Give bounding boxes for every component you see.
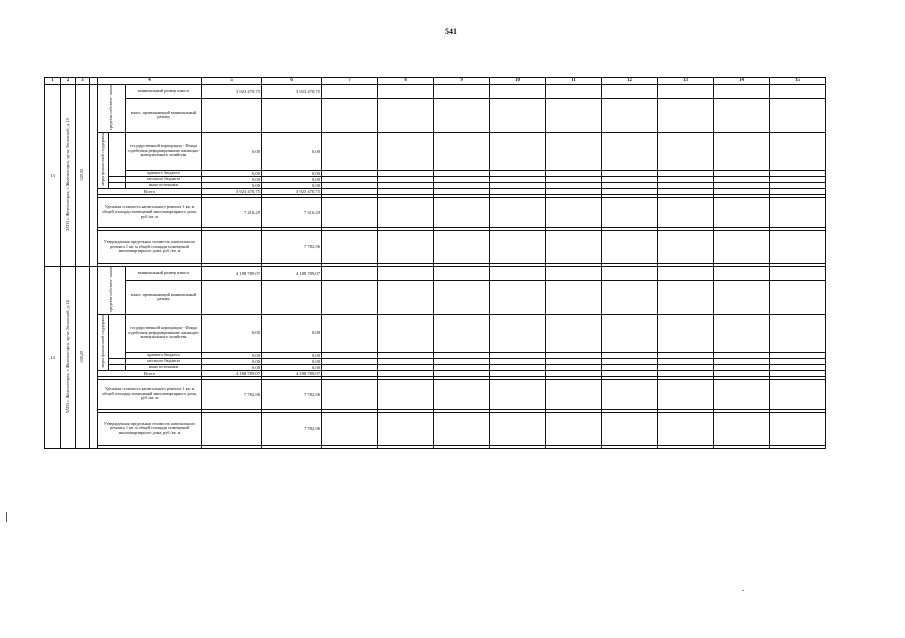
value-cell: 3 923 470,75 (202, 85, 262, 99)
table-row (45, 412, 826, 445)
column-header: 6 (262, 78, 322, 85)
value-cell: 3 923 470,75 (202, 188, 262, 194)
total-label: Всего (98, 188, 202, 194)
table-row (45, 379, 826, 409)
row-label: иные источники (126, 182, 202, 188)
row-label: краевого бюджета (126, 352, 202, 358)
spacer-cell (109, 314, 126, 358)
row-label: государственной корпорации - Фонда содействия реформированию жилищно- коммунального хозяйства (126, 132, 202, 170)
value-cell: 0,00 (262, 182, 322, 188)
row-number: 13 (45, 85, 61, 267)
value-cell: 7 416,29 (202, 197, 262, 227)
row-label: государственной корпорации - Фонда содействия реформированию жилищно- коммунального хозяйства (126, 314, 202, 352)
value-cell: 3 923 470,75 (262, 85, 322, 99)
source-support-label: меры финансовой поддержки (98, 132, 109, 188)
row-number: 14 (45, 266, 61, 448)
area-cell: 529,02 (76, 85, 90, 267)
spacer-cell (109, 132, 126, 176)
value-cell: 7 782,96 (202, 379, 262, 409)
row-label: взнос, превышающий минимальный размер (126, 98, 202, 132)
table-row (45, 230, 826, 263)
address-cell: ЗАТО г. Железногорск, г. Железногорск, пр-кт Ленинский, д. 16 (61, 266, 76, 448)
capital-repair-table (44, 77, 826, 449)
value-cell: 0,00 (262, 170, 322, 176)
value-cell: 7 782,96 (262, 379, 322, 409)
value-cell: 0,00 (262, 314, 322, 352)
total-label: Всего (98, 370, 202, 376)
row-label: краевого бюджета (126, 170, 202, 176)
row-label: Утвержденная предельная стоимость капитального ремонта 1 кв. м общей площади помещений многоквартирного дома, руб./кв. м (98, 230, 202, 263)
value-cell: 7 782,96 (262, 230, 322, 263)
column-number-row (45, 78, 826, 85)
table-row (45, 280, 826, 314)
value-cell: 0,00 (202, 352, 262, 358)
value-cell: 0,00 (202, 314, 262, 352)
row-label: местного бюджета (126, 358, 202, 364)
row-label: Утвержденная предельная стоимость капитального ремонта 1 кв. м общей площади помещений многоквартирного дома, руб./кв. м (98, 412, 202, 445)
address-cell: ЗАТО г. Железногорск, г. Железногорск, пр-кт Ленинский, д. 10 (61, 85, 76, 267)
value-cell: 4 188 789,07 (262, 370, 322, 376)
column-header (90, 78, 98, 85)
column-header: 5 (202, 78, 262, 85)
column-header: 2 (61, 78, 76, 85)
column-header: 7 (322, 78, 378, 85)
spacer-cell (90, 85, 98, 267)
value-cell: 0,00 (262, 132, 322, 170)
value-cell: 7 782,96 (262, 412, 322, 445)
table-row (45, 314, 826, 352)
table-row (45, 197, 826, 227)
value-cell: 0,00 (202, 132, 262, 170)
row-label: местного бюджета (126, 176, 202, 182)
source-support-label: меры финансовой поддержки (98, 314, 109, 370)
row-label: минимальный размер взноса (126, 266, 202, 280)
value-cell: 4 188 789,07 (202, 266, 262, 280)
row-label: взнос, превышающий минимальный размер (126, 280, 202, 314)
value-cell: 0,00 (202, 364, 262, 370)
column-header: 3 (76, 78, 90, 85)
column-header: 15 (770, 78, 826, 85)
table-row (45, 98, 826, 132)
column-header: 4 (98, 78, 202, 85)
value-cell: 0,00 (202, 358, 262, 364)
value-cell: 0,00 (202, 176, 262, 182)
column-header: 9 (434, 78, 490, 85)
scan-artifact (6, 512, 7, 522)
source-own-label: средства собствен- ников (98, 85, 126, 133)
spacer-cell (90, 266, 98, 448)
area-cell: 538,20 (76, 266, 90, 448)
column-header: 13 (658, 78, 714, 85)
row-label: минимальный размер взноса (126, 85, 202, 99)
row-label: Удельная стоимость капитального ремонта 1 кв. м общей площади помещений многоквартирного дома, руб./кв. м (98, 197, 202, 227)
value-cell: 0,00 (202, 170, 262, 176)
column-header: 11 (546, 78, 602, 85)
table-row (45, 132, 826, 170)
value-cell: 3 923 470,75 (262, 188, 322, 194)
value-cell: 0,00 (262, 364, 322, 370)
table-row (45, 266, 826, 280)
value-cell: 0,00 (262, 358, 322, 364)
value-cell: 4 188 789,07 (262, 266, 322, 280)
row-label: иные источники (126, 364, 202, 370)
column-header: 8 (378, 78, 434, 85)
value-cell: 4 188 789,07 (202, 370, 262, 376)
column-header: 14 (714, 78, 770, 85)
value-cell: 7 416,29 (262, 197, 322, 227)
separator-row (45, 445, 826, 448)
page-number: 541 (445, 27, 457, 36)
value-cell: 0,00 (262, 176, 322, 182)
value-cell: 0,00 (202, 182, 262, 188)
column-header: 12 (602, 78, 658, 85)
table-row (45, 85, 826, 99)
column-header: 1 (45, 78, 61, 85)
column-header: 10 (490, 78, 546, 85)
value-cell: 0,00 (262, 352, 322, 358)
source-own-label: средства собствен- ников (98, 266, 126, 314)
row-label: Удельная стоимость капитального ремонта 1 кв. м общей площади помещений многоквартирного дома, руб./кв. м (98, 379, 202, 409)
scan-artifact (742, 590, 744, 591)
